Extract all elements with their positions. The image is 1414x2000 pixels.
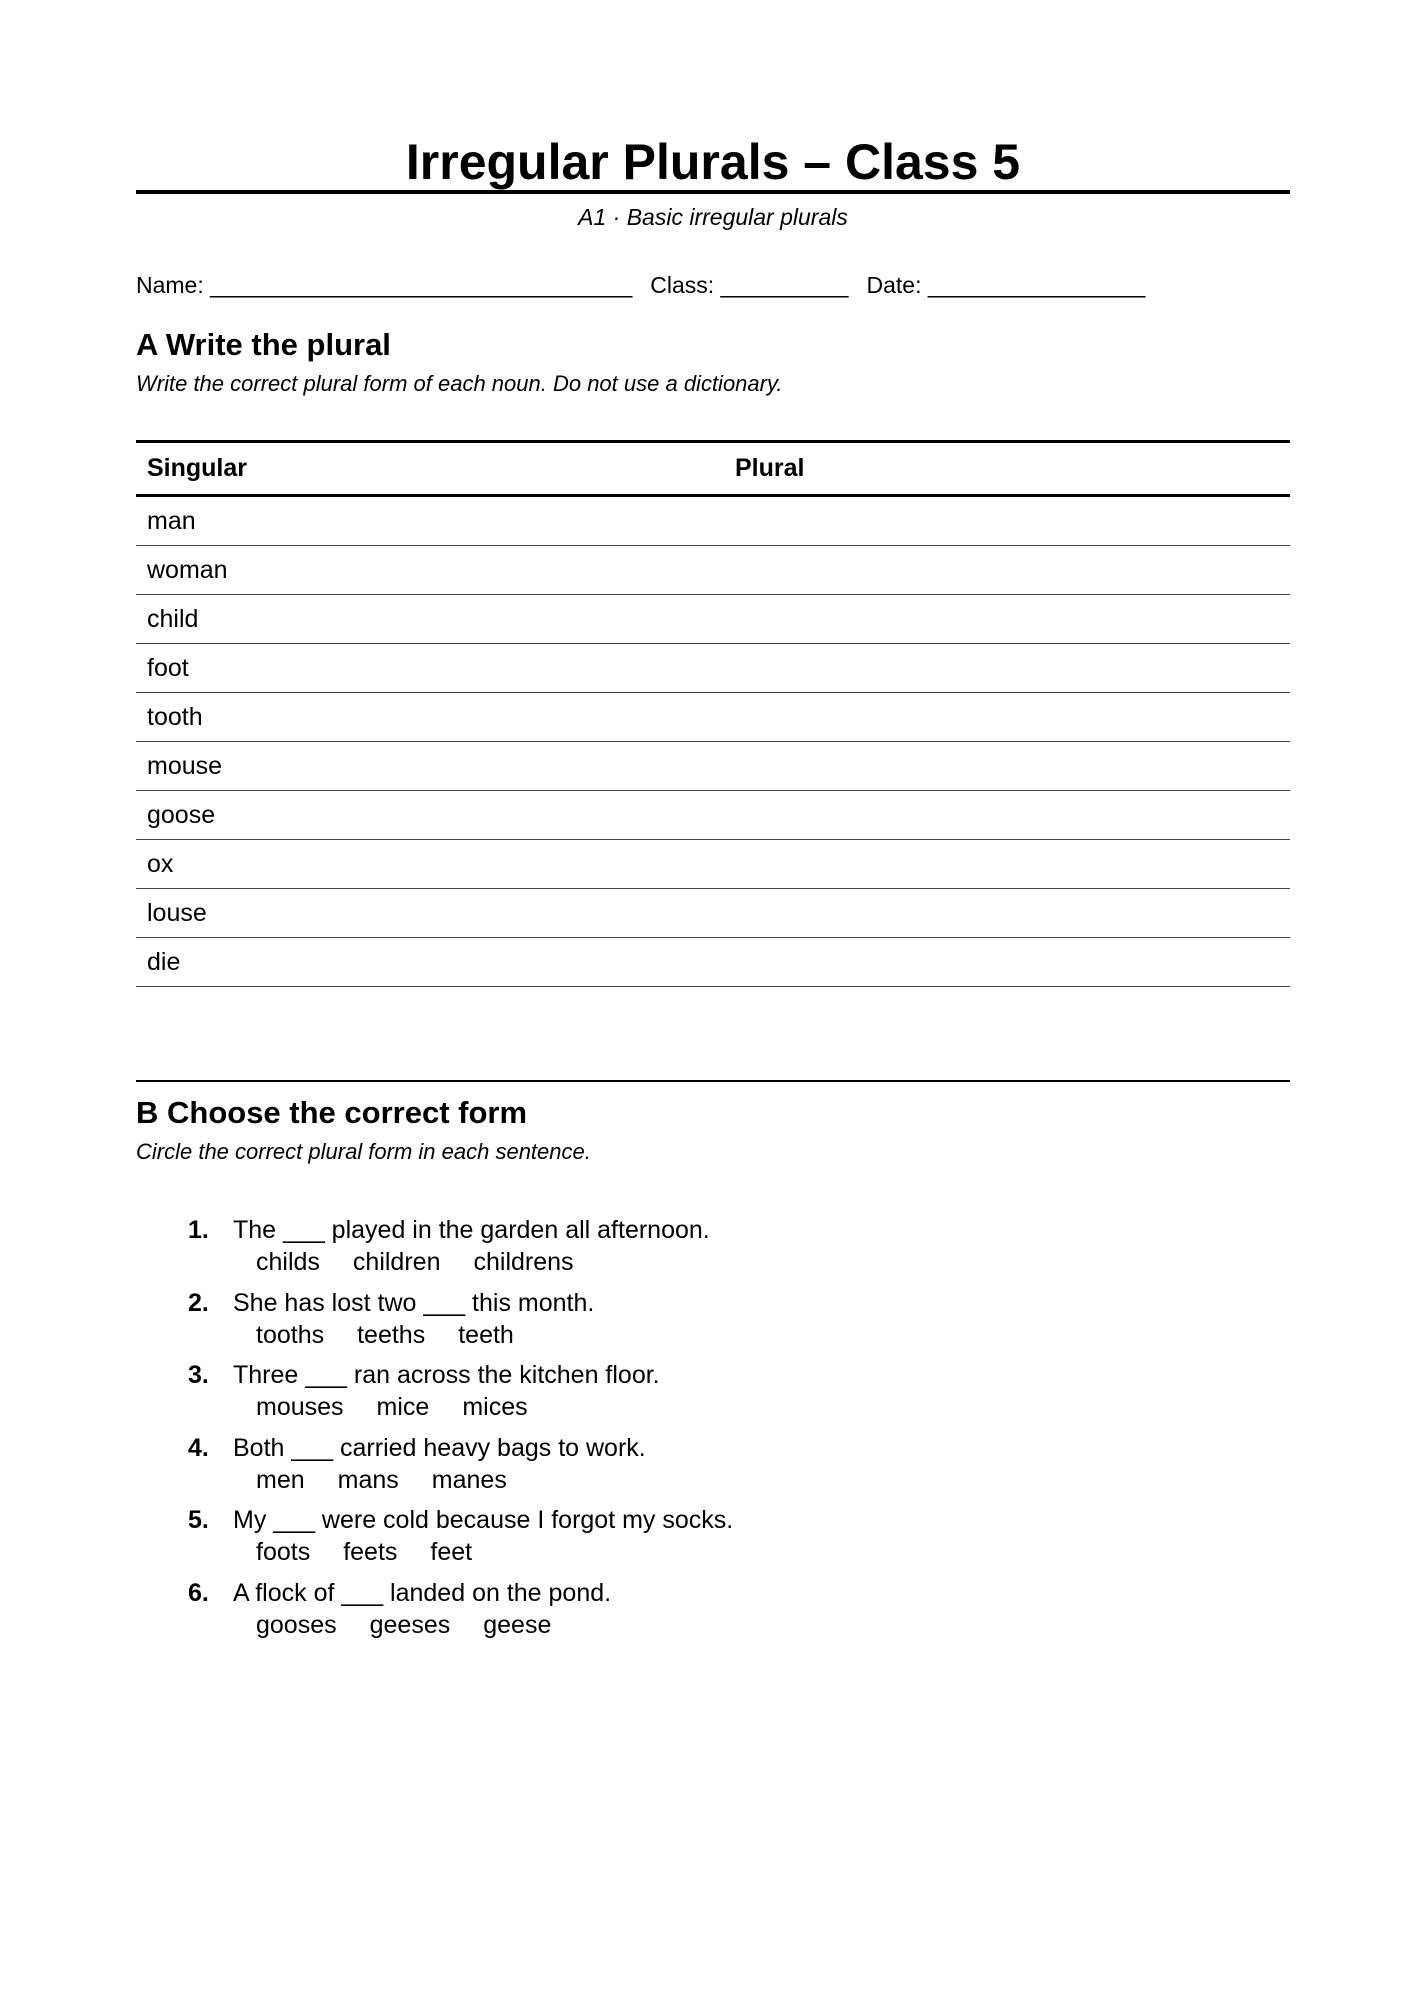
table-row — [136, 595, 1290, 644]
table-row — [136, 938, 1290, 987]
singular-cell: foot — [136, 644, 724, 693]
answer-option[interactable]: feets — [343, 1538, 398, 1566]
answer-option[interactable]: mice — [376, 1393, 430, 1421]
plural-answer-cell[interactable] — [724, 889, 1290, 938]
answer-option[interactable]: childs — [256, 1248, 320, 1276]
answer-option[interactable]: mices — [462, 1393, 528, 1421]
question-number: 2. — [188, 1288, 209, 1317]
question-number: 3. — [188, 1361, 209, 1389]
answer-option[interactable]: mouses — [256, 1393, 344, 1421]
answer-option[interactable]: mans — [337, 1465, 399, 1494]
table-row — [136, 840, 1290, 889]
question-text: My ___ were cold because I forgot my socks. — [233, 1506, 734, 1534]
column-header-singular: Singular — [136, 442, 724, 496]
plural-answer-cell[interactable] — [724, 840, 1290, 889]
singular-cell: tooth — [136, 693, 724, 742]
student-info-row — [136, 270, 1163, 300]
section-divider — [136, 1080, 1290, 1082]
plural-answer-cell[interactable] — [724, 595, 1290, 644]
name-field[interactable]: Name: _________________________________ — [136, 272, 633, 298]
answer-option[interactable]: feet — [430, 1538, 473, 1566]
answer-options — [256, 1464, 540, 1497]
singular-cell: woman — [136, 546, 724, 595]
table-row — [136, 644, 1290, 693]
question-text: Three ___ ran across the kitchen floor. — [233, 1361, 660, 1389]
answer-option[interactable]: tooths — [256, 1320, 325, 1349]
title-rule — [136, 190, 1290, 194]
section-b-instruction: Circle the correct plural form in each sentence. — [136, 1139, 591, 1164]
question-number: 5. — [188, 1506, 209, 1534]
column-header-plural: Plural — [724, 442, 1290, 496]
answer-option[interactable]: geese — [483, 1610, 552, 1639]
plural-table — [136, 440, 1290, 987]
singular-cell: child — [136, 595, 724, 644]
section-a-instruction: Write the correct plural form of each noun. Do not use a dictionary. — [136, 371, 783, 396]
table-row — [136, 496, 1290, 546]
page-title: Irregular Plurals – Class 5 — [405, 134, 1021, 190]
table-header-row — [136, 442, 1290, 496]
plural-answer-cell[interactable] — [724, 693, 1290, 742]
question-text: Both ___ carried heavy bags to work. — [233, 1433, 646, 1462]
question-number: 6. — [188, 1578, 209, 1607]
answer-option[interactable]: teeth — [458, 1320, 514, 1349]
table-row — [136, 693, 1290, 742]
answer-option[interactable]: childrens — [473, 1248, 574, 1276]
table-row — [136, 791, 1290, 840]
plural-answer-cell[interactable] — [724, 496, 1290, 546]
answer-option[interactable]: manes — [431, 1465, 507, 1494]
plural-answer-cell[interactable] — [724, 938, 1290, 987]
singular-cell: mouse — [136, 742, 724, 791]
table-row — [136, 889, 1290, 938]
question-text: The ___ played in the garden all afternoon. — [233, 1216, 710, 1244]
date-field[interactable]: Date: _________________ — [866, 272, 1146, 298]
answer-options — [256, 1246, 607, 1279]
answer-options — [256, 1391, 561, 1424]
question-text: She has lost two ___ this month. — [233, 1288, 595, 1317]
question-number: 1. — [188, 1216, 209, 1244]
section-a-heading: A Write the plural — [136, 327, 391, 362]
plural-answer-cell[interactable] — [724, 644, 1290, 693]
section-b-heading: B Choose the correct form — [136, 1095, 528, 1130]
table-row — [136, 742, 1290, 791]
answer-option[interactable]: foots — [256, 1538, 311, 1566]
singular-cell: ox — [136, 840, 724, 889]
singular-cell: die — [136, 938, 724, 987]
question-text: A flock of ___ landed on the pond. — [233, 1578, 612, 1607]
question-number: 4. — [188, 1433, 209, 1462]
plural-answer-cell[interactable] — [724, 791, 1290, 840]
singular-cell: louse — [136, 889, 724, 938]
answer-option[interactable]: gooses — [256, 1610, 337, 1639]
answer-option[interactable]: men — [256, 1465, 305, 1494]
plural-answer-cell[interactable] — [724, 546, 1290, 595]
table-row — [136, 546, 1290, 595]
answer-option[interactable]: geeses — [369, 1610, 451, 1639]
plural-answer-cell[interactable] — [724, 742, 1290, 791]
class-field[interactable]: Class: __________ — [650, 272, 849, 298]
page-subtitle: A1 · Basic irregular plurals — [578, 204, 848, 230]
answer-option[interactable]: children — [352, 1248, 441, 1276]
plural-table-body — [136, 496, 1290, 987]
singular-cell: man — [136, 496, 724, 546]
answer-options — [256, 1319, 547, 1352]
singular-cell: goose — [136, 791, 724, 840]
answer-option[interactable]: teeths — [357, 1320, 426, 1349]
answer-options — [256, 1536, 505, 1569]
answer-options — [256, 1609, 584, 1642]
